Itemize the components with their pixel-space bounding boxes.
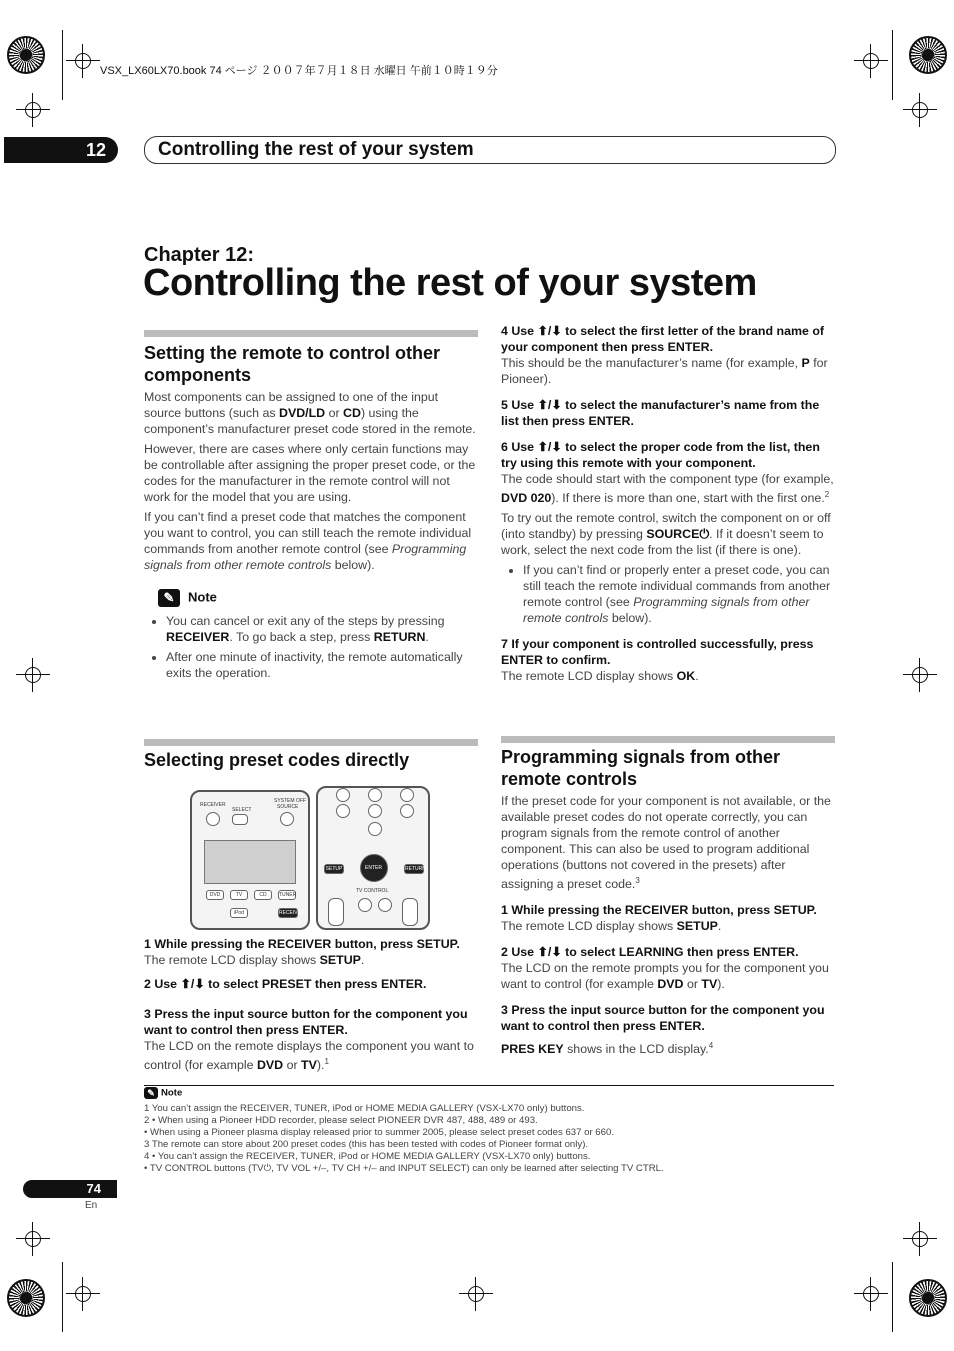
crop-mark — [62, 1262, 63, 1332]
step-heading: 7 If your component is controlled successfully, press ENTER to confirm. — [501, 637, 814, 668]
crop-mark — [892, 1262, 893, 1332]
paragraph: The remote LCD display shows SETUP. — [501, 919, 722, 934]
crosshair-icon — [66, 44, 100, 78]
step-heading: 5 Use ⬆/⬇ to select the manufacturer’s name from the list then press ENTER. — [501, 398, 820, 428]
paragraph: The LCD on the remote displays the component you want to control (for example DVD or TV).$^1$ — [144, 1039, 474, 1073]
number-6-button[interactable] — [400, 788, 414, 802]
number-8-button[interactable] — [368, 804, 382, 818]
ipod-input-key[interactable]: iPod — [230, 908, 248, 918]
cd-input-key[interactable]: CD — [254, 890, 272, 900]
footnote: • TV CONTROL buttons (TV⏻, TV VOL +/–, TV CH +/– and INPUT SELECT) can only be learned after selecting TV CTRL. — [144, 1163, 664, 1174]
tv-ch-button[interactable] — [378, 898, 392, 912]
crosshair-icon — [16, 658, 50, 692]
page-number: 74 — [23, 1180, 117, 1198]
note-pencil-icon: ✎ — [144, 1087, 158, 1099]
footnote: 3 The remote can store about 200 preset codes (this has been tested with codes of Pioneer format only). — [144, 1139, 589, 1150]
footnote-rule — [144, 1085, 834, 1086]
paragraph: The code should start with the component type (for example, DVD 020). If there is more than one, start with the first one.$^2$ — [501, 472, 834, 506]
remote-label: SELECT — [232, 807, 252, 813]
receiver-power-button[interactable] — [206, 812, 220, 826]
running-header: Controlling the rest of your system — [144, 136, 836, 164]
remote-label: SOURCE — [277, 804, 299, 810]
steps-continued — [501, 323, 835, 688]
crosshair-icon — [66, 1277, 100, 1311]
registration-rosette-icon — [909, 1279, 947, 1317]
return-button[interactable]: RETURN — [405, 866, 426, 872]
source-power-button[interactable] — [280, 812, 294, 826]
list-item: • After one minute of inactivity, the remote automatically exits the operation. — [166, 649, 478, 681]
registration-rosette-icon — [7, 36, 45, 74]
footnote: 4 • You can’t assign the RECEIVER, TUNER, iPod or HOME MEDIA GALLERY (VSX-LX70 only) buttons. — [144, 1151, 591, 1162]
step-heading: 4 Use ⬆/⬇ to select the first letter of the brand name of your component then press ENTER. — [501, 324, 825, 354]
paragraph: The remote LCD display shows OK. — [501, 669, 699, 684]
list-item: • You can cancel or exit any of the steps by pressing RECEIVER. To go back a step, press RETURN. — [166, 613, 478, 645]
remote-illustration-bottom — [316, 786, 430, 930]
list-item: • If you can’t find or properly enter a preset code, you can still teach the remote individual commands from another remote control (see Programming signals from other remote controls below). — [523, 562, 835, 626]
chapter-number-tab: 12 — [4, 137, 118, 163]
note-list — [144, 613, 478, 681]
select-button[interactable] — [232, 814, 248, 825]
crosshair-icon — [903, 658, 937, 692]
note-heading: ✎ Note — [158, 589, 478, 607]
number-5-button[interactable] — [368, 788, 382, 802]
crosshair-icon — [854, 1277, 888, 1311]
paragraph: The remote LCD display shows SETUP. — [144, 953, 365, 967]
crosshair-icon — [903, 1222, 937, 1256]
crosshair-icon — [16, 1222, 50, 1256]
crosshair-icon — [459, 1277, 493, 1311]
remote-label: RECEIVER — [200, 802, 226, 808]
chapter-label: Chapter 12: — [144, 244, 255, 266]
footnote: 1 You can’t assign the RECEIVER, TUNER, iPod or HOME MEDIA GALLERY (VSX-LX70 only) buttons. — [144, 1103, 585, 1114]
section-bar — [501, 736, 835, 743]
section-bar — [144, 330, 478, 337]
paragraph: PRES KEY shows in the LCD display.$^4$ — [501, 1041, 714, 1057]
section-bar — [144, 739, 478, 746]
remote-illustration-top — [190, 790, 310, 930]
step-heading: 2 Use ⬆/⬇ to select LEARNING then press ENTER. — [501, 945, 799, 960]
paragraph: The LCD on the remote prompts you for the component you want to control (for example DVD or TV). — [501, 961, 829, 992]
footnote: • When using a Pioneer plasma display released prior to summer 2005, please select preset codes 637 or 660. — [144, 1127, 614, 1138]
number-7-button[interactable] — [336, 804, 350, 818]
section-setting-remote — [144, 342, 478, 685]
number-4-button[interactable] — [336, 788, 350, 802]
crop-mark — [62, 30, 63, 100]
section-preset-steps — [144, 936, 478, 1077]
section-heading: Selecting preset codes directly — [144, 750, 410, 770]
tv-control-label: TV CONTROL — [356, 888, 389, 894]
paragraph: To try out the remote control, switch the component on or off (into standby) by pressing SOURCE⏻. If it doesn’t seem to work, select the next code from the list (if there is one). — [501, 511, 831, 558]
bullet-list — [501, 562, 835, 626]
step-heading: 3 Press the input source button for the component you want to control then press ENTER. — [144, 1007, 468, 1037]
paragraph: If the preset code for your component is not available, or the available preset codes do not operate correctly, you can program signals from the remote control of another component. This can also be used to program additional operations (buttons not covered in the presets) after assigning a preset code.$^3$ — [501, 794, 831, 892]
tv-vol-button[interactable] — [328, 898, 344, 926]
dvd-input-key[interactable]: DVD — [206, 890, 224, 900]
footnote-heading: ✎ Note — [144, 1087, 182, 1099]
vol-button[interactable] — [402, 898, 418, 926]
tv-input-key[interactable]: TV — [230, 890, 248, 900]
step-heading: 3 Press the input source button for the component you want to control then press ENTER. — [501, 1003, 825, 1034]
tuner-input-key[interactable]: TUNER — [279, 892, 297, 898]
crosshair-icon — [903, 93, 937, 127]
step-heading: 6 Use ⬆/⬇ to select the proper code from the list, then try using this remote with your component. — [501, 440, 820, 470]
section-programming-signals — [501, 746, 835, 1061]
receiver-input-key[interactable]: RECEIVER — [279, 910, 305, 916]
paragraph: However, there are cases where only certain functions may be controllable after assigning the proper preset code, or the codes for the manufacturer in the remote control will not work for the model that you are using. — [144, 442, 476, 504]
section-heading: Setting the remote to control other components — [144, 343, 441, 385]
note-pencil-icon: ✎ — [158, 589, 180, 607]
registration-rosette-icon — [7, 1279, 45, 1317]
crop-mark — [892, 30, 893, 100]
page-title: Controlling the rest of your system — [143, 262, 757, 304]
number-0-button[interactable] — [368, 822, 382, 836]
crosshair-icon — [854, 44, 888, 78]
step-heading: 1 While pressing the RECEIVER button, press SETUP. — [144, 937, 460, 951]
registration-rosette-icon — [909, 36, 947, 74]
setup-button[interactable]: SETUP — [325, 866, 343, 872]
number-9-button[interactable] — [400, 804, 414, 818]
enter-label: ENTER — [365, 865, 382, 871]
remote-label: SYSTEM OFF — [274, 798, 306, 804]
step-heading: 1 While pressing the RECEIVER button, press SETUP. — [501, 903, 817, 918]
paragraph: Most components can be assigned to one of the input source buttons (such as DVD/LD or CD) using the component’s manufacturer preset code stored in the remote. — [144, 390, 476, 436]
language-code: En — [85, 1200, 98, 1211]
paragraph: This should be the manufacturer’s name (for example, P for Pioneer). — [501, 356, 828, 386]
input-select-button[interactable] — [358, 898, 372, 912]
meta-line: VSX_LX60LX70.book 74 ページ ２００７年７月１８日 水曜日 午前１０時１９分 — [100, 65, 498, 77]
step-heading: 2 Use ⬆/⬇ to select PRESET then press ENTER. — [144, 977, 427, 991]
footnote: 2 • When using a Pioneer HDD recorder, please select PIONEER DVR 487, 488, 489 or 493. — [144, 1115, 538, 1126]
crosshair-icon — [16, 93, 50, 127]
remote-lcd — [204, 840, 296, 884]
paragraph: If you can’t find a preset code that matches the component you want to control, you can still teach the remote individual commands from another remote control (see Programming signals from other remote controls below). — [144, 510, 472, 572]
section-heading: Programming signals from other remote controls — [501, 747, 781, 789]
